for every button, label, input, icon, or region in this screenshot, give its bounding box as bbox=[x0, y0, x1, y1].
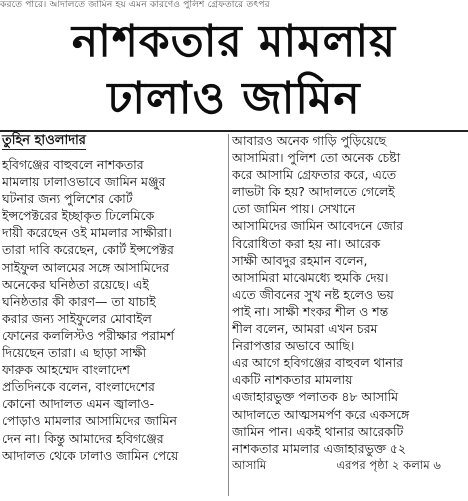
text-line: একটি নাশকতার মামলায় bbox=[232, 372, 353, 388]
text-line: সাইফুল আলমের সঙ্গে আসামিদের bbox=[2, 259, 170, 275]
text-line: ইন্সপেক্টরের ইচ্ছাকৃত ঢিলেমিকে bbox=[2, 208, 155, 224]
text-line: শীল বলেন, আমরা এখন চরম bbox=[232, 321, 378, 337]
text-line: বিরোধিতা করা হয় না। আরেক bbox=[232, 235, 381, 251]
right-column-text bbox=[232, 132, 465, 457]
headline bbox=[0, 14, 468, 128]
text-line: আসামিরা মাঝেমধ্যে হুমকি দেয়। bbox=[232, 269, 389, 285]
text-line: এতে জীবনের সুখ নষ্ট হলেও ভয় bbox=[232, 286, 394, 302]
previous-story-strip: করতে পারে। আদালতে জামিন হয় এমন কারণেও পুলিশ গ্রেফতারে তৎপর bbox=[0, 0, 270, 10]
jump-reference: এরপর পৃষ্ঠা ২ কলাম ৬ bbox=[336, 457, 441, 472]
headline-line-2: ঢালাও জামিন bbox=[107, 73, 361, 124]
text-line: প্রতিদিনকে বলেন, বাংলাদেশের bbox=[2, 379, 155, 395]
text-line: সাক্ষী আবদুর রহমান বলেন, bbox=[232, 252, 368, 268]
text-line: করার জন্য সাইফুলের মোবাইল bbox=[2, 310, 152, 326]
text-line: ফোনের কললিস্টও পরীক্ষার পরামর্শ bbox=[2, 327, 174, 343]
article-column-right bbox=[232, 132, 465, 474]
text-line: তো জামিন পায়। সেখানে bbox=[232, 201, 356, 217]
continuation-word: আসামি bbox=[232, 457, 267, 472]
text-line: অনেকের ঘনিষ্ঠতা রয়েছে। এই bbox=[2, 276, 149, 292]
text-line: আদালত থেকে ঢালাও জামিন পেয়ে bbox=[2, 447, 179, 463]
text-line: দিয়েছেন তারা। এ ছাড়া সাক্ষী bbox=[2, 345, 147, 361]
text-line: হবিগঞ্জের বাহুবলে নাশকতার bbox=[2, 157, 144, 172]
text-line: আসামিদের জামিন আবেদনে জোর bbox=[232, 218, 404, 234]
text-line: আদালতে আত্মসমর্পণ করে একসঙ্গে bbox=[232, 406, 410, 422]
text-line: আবারও অনেক গাড়ি পুড়িয়েছে bbox=[232, 133, 387, 148]
text-line: করে আসামি গ্রেফতার করে, এতে bbox=[232, 167, 397, 183]
text-line: ঘটনার জন্য পুলিশের কোর্ট bbox=[2, 191, 133, 207]
text-line: তারা দাবি করেছেন, কোর্ট ইন্সপেক্টর bbox=[2, 242, 174, 258]
text-line: ফারুক আহম্মেদ বাংলাদেশ bbox=[2, 362, 130, 378]
byline: তুহিন হাওলাদার bbox=[2, 133, 86, 148]
text-line: নাশকতার মামলার এজাহারভুক্ত ৫২ bbox=[232, 440, 406, 456]
text-line: জামিন পান। একই থানার আরেকটি bbox=[232, 423, 404, 439]
column-divider bbox=[228, 134, 229, 496]
headline-line-1: নাশকতার মামলায় bbox=[71, 16, 397, 67]
text-line: এজাহারভুক্ত পলাতক ৪৮ আসামি bbox=[232, 389, 399, 405]
text-line: দায়ী করেছেন ওই মামলার সাক্ষীরা। bbox=[2, 225, 172, 241]
text-line: পাই না। সাক্ষী শংকর শীল ও শন্ত bbox=[232, 303, 389, 319]
text-line: লাভটা কি হয়? আদালতে গেলেই bbox=[232, 184, 395, 200]
text-line: দেন না। কিন্তু আমাদের হবিগঞ্জের bbox=[2, 430, 164, 446]
text-line: এর আগে হবিগঞ্জের বাহুবল থানার bbox=[232, 355, 403, 371]
continuation-line bbox=[232, 457, 465, 474]
text-line: পোড়াও মামলার আসামিদের জামিন bbox=[2, 413, 177, 429]
text-line: আসামিরা। পুলিশ তো অনেক চেষ্টা bbox=[232, 150, 401, 166]
left-column-text bbox=[2, 156, 226, 464]
article-column-left bbox=[2, 132, 226, 464]
text-line: ঘনিষ্ঠতার কী কারণ— তা যাচাই bbox=[2, 293, 156, 309]
text-line: কোনো আদালত এমন জ্বালাও- bbox=[2, 396, 155, 412]
text-line: মামলায় ঢালাওভাবে জামিন মঞ্জুর bbox=[2, 174, 166, 190]
text-line: নিরাপত্তার অভাবে আছি। bbox=[232, 338, 355, 354]
